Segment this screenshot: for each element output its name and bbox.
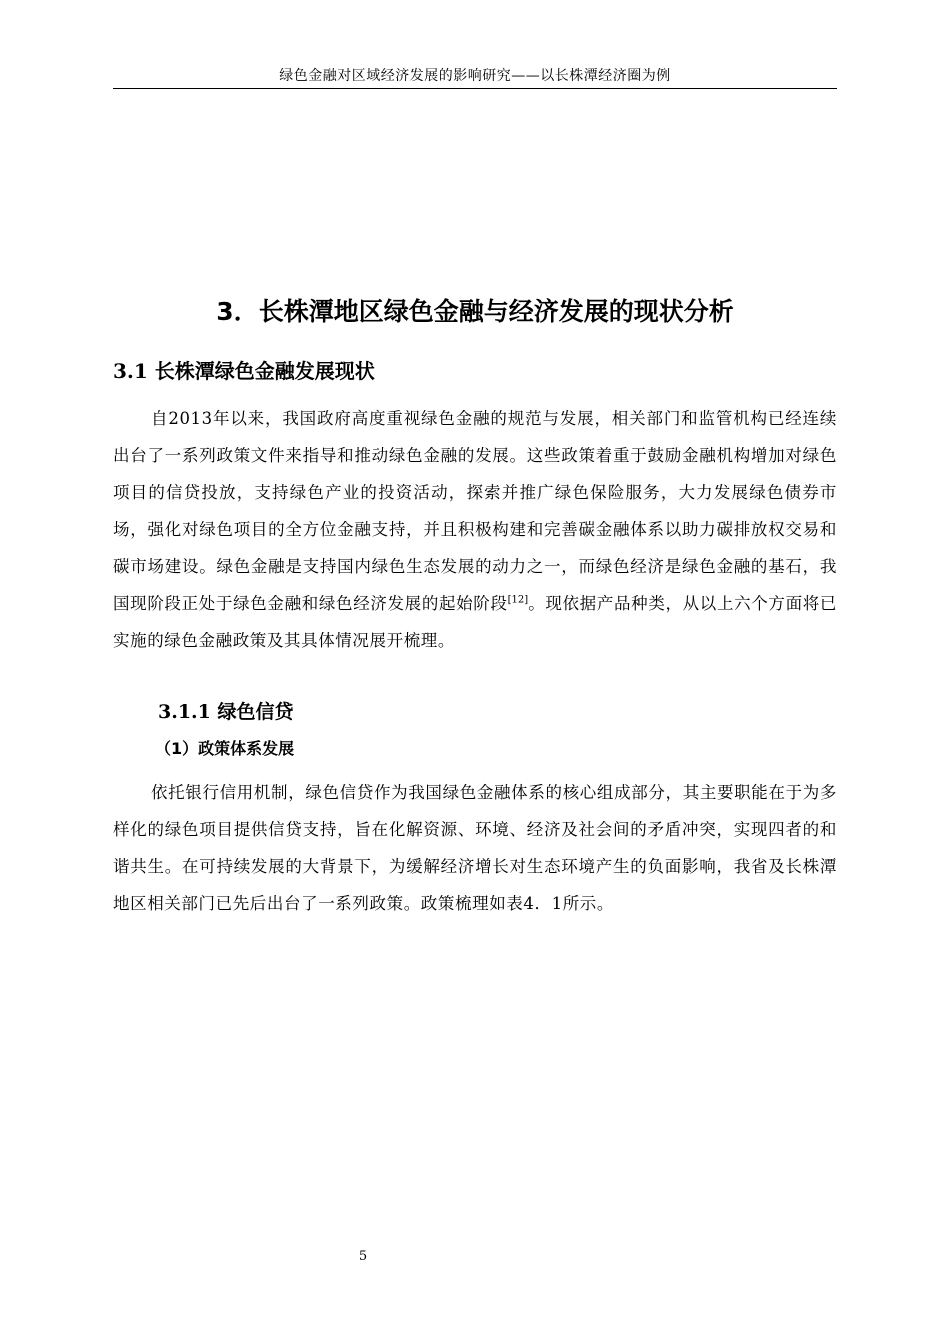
subsection-heading <box>158 695 294 729</box>
citation-reference: [12] <box>507 594 529 606</box>
page-number: 5 <box>358 1249 368 1264</box>
section-title-text: 长株潭绿色金融发展现状 <box>154 359 375 383</box>
subsection-title-text: 绿色信贷 <box>217 701 294 723</box>
minor-heading: （1）政策体系发展 <box>155 739 295 758</box>
header-divider <box>113 88 837 89</box>
section-number: 3.1 <box>113 359 148 383</box>
paragraph-text: 自2013年以来，我国政府高度重视绿色金融的规范与发展，相关部门和监管机构已经连续出台了一系列政策文件来指导和推动绿色金融的发展。这些政策着重于鼓励金融机构增加对绿色项目的信贷投放，支持绿色产业的投资活动，探索并推广绿色保险服务，大力发展绿色债券市场，强化对绿色项目的全方位金融支持，并且积极构建和完善碳金融体系以助力碳排放权交易和碳市场建设。绿色金融是支持国内绿色生态发展的动力之一，而绿色经济是绿色金融的基石，我国现阶段正处于绿色金融和绿色经济发展的起始阶段 <box>113 409 837 613</box>
body-paragraph-1 <box>113 400 837 659</box>
paragraph-text-continued: 。现依据产品种类，从以上六个方面将已实施的绿色金融政策及其具体情况展开梳理。 <box>113 594 837 650</box>
subsection-number: 3.1.1 <box>158 701 211 723</box>
body-paragraph-2: 依托银行信用机制，绿色信贷作为我国绿色金融体系的核心组成部分，其主要职能在于为多样化的绿色项目提供信贷支持，旨在化解资源、环境、经济及社会间的矛盾冲突，实现四者的和谐共生。在可持续发展的大背景下，为缓解经济增长对生态环境产生的负面影响，我省及长株潭地区相关部门已先后出台了一系列政策。政策梳理如表4．1所示。 <box>113 783 837 913</box>
section-heading <box>113 353 375 389</box>
running-header: 绿色金融对区域经济发展的影响研究——以长株潭经济圈为例 <box>279 68 671 84</box>
chapter-title: 3．长株潭地区绿色金融与经济发展的现状分析 <box>216 297 734 326</box>
